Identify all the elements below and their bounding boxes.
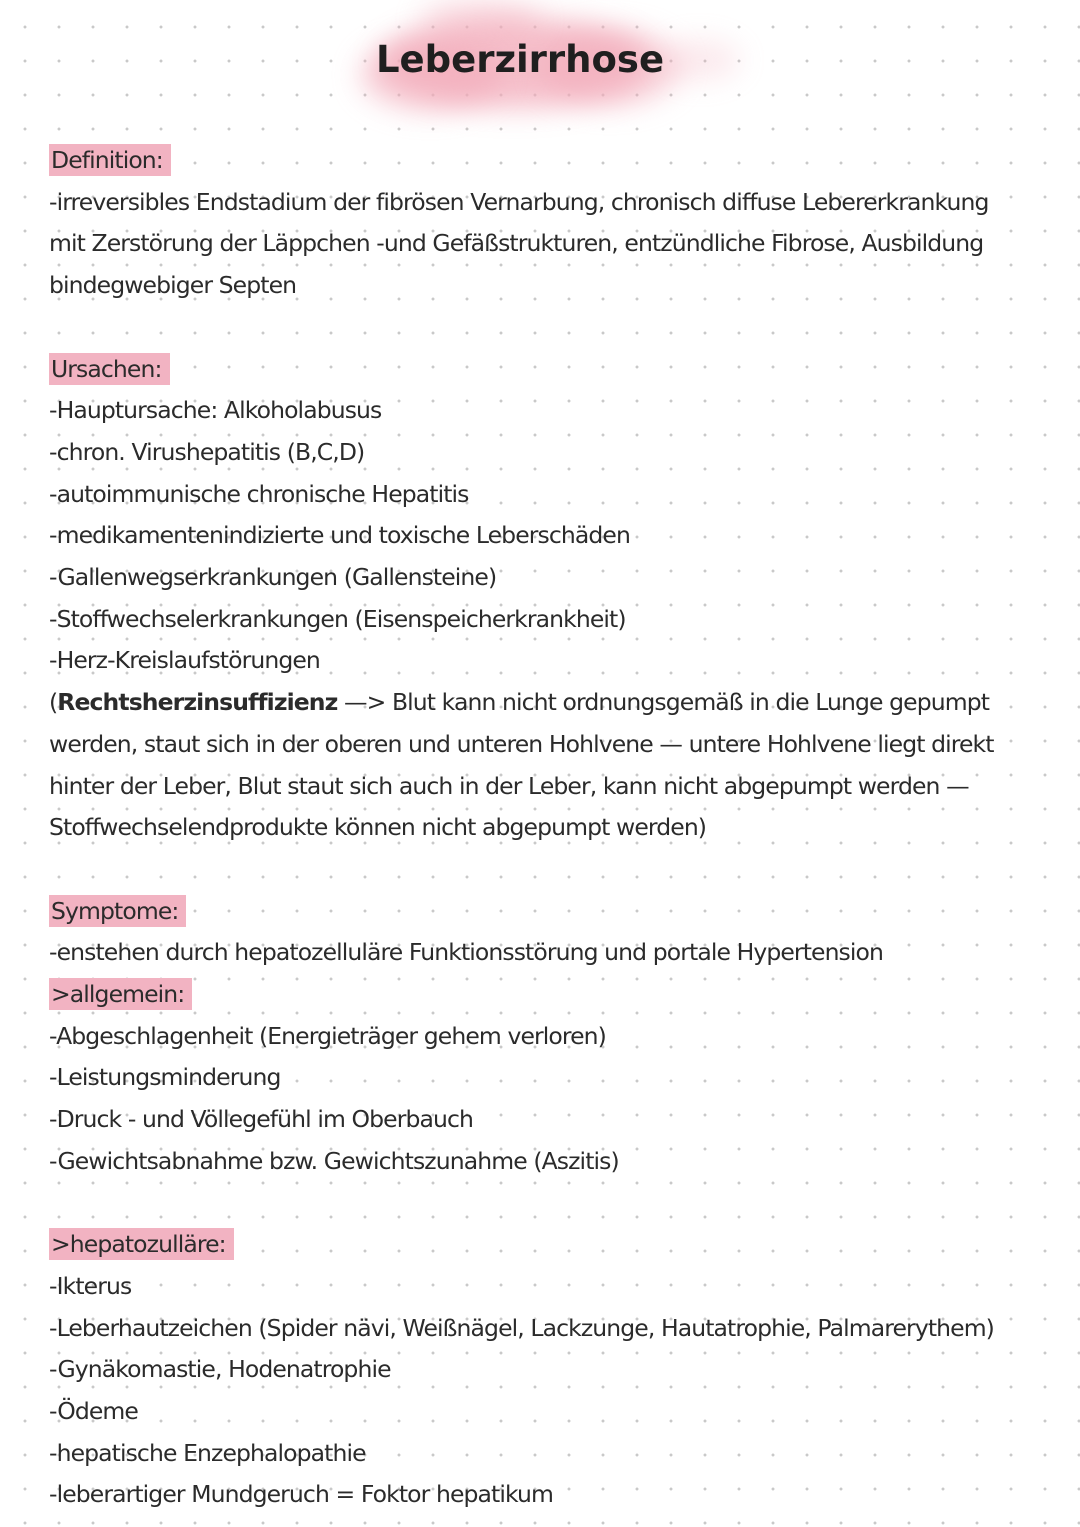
list-item: -medikamentenindizierte und toxische Leberschäden — [49, 521, 630, 550]
list-item: -leberartiger Mundgeruch = Foktor hepatikum — [49, 1480, 553, 1509]
list-item: -hepatische Enzephalopathie — [49, 1438, 366, 1467]
list-item: -Gynäkomastie, Hodenatrophie — [49, 1355, 391, 1384]
list-item: -chron. Virushepatitis (B,C,D) — [49, 437, 365, 466]
definition-heading: Definition: — [49, 144, 171, 176]
list-item: -Hauptursache: Alkoholabusus — [49, 396, 382, 425]
symptome-intro: -enstehen durch hepatozelluläre Funktionsstörung und portale Hypertension — [49, 938, 884, 967]
rechtsherz-term: Rechtsherzinsuffizienz — [57, 688, 338, 717]
list-item: -autoimmunische chronische Hepatitis — [49, 479, 469, 508]
definition-section — [49, 140, 1024, 307]
rechtsherz-note: (Rechtsherzinsuffizienz —> Blut kann nicht ordnungsgemäß in die Lunge gepumpt werden, staut sich in der oberen und unteren Hohlvene — untere Hohlvene liegt direkt hinter der Leber, Blut staut sich auch in der Leber, kann nicht abgepumpt werden — Stoffwechselendprodukte können nicht abgepumpt werden) — [49, 688, 994, 842]
notes-content — [49, 140, 1024, 1516]
hepatozellulaere-section — [49, 1224, 1024, 1516]
list-item: -Stoffwechselerkrankungen (Eisenspeicherkrankheit) — [49, 604, 626, 633]
symptome-heading: Symptome: — [49, 895, 186, 927]
title-highlight-blob — [420, 0, 540, 40]
list-item: -Druck - und Völlegefühl im Oberbauch — [49, 1105, 473, 1134]
list-item: -Leistungsminderung — [49, 1063, 281, 1092]
page-title: Leberzirrhose — [375, 38, 665, 81]
list-item: -Ikterus — [49, 1271, 132, 1300]
ursachen-heading: Ursachen: — [49, 353, 170, 385]
definition-text: -irreversibles Endstadium der fibrösen Vernarbung, chronisch diffuse Lebererkrankung mit Zerstörung der Läppchen -und Gefäßstrukturen, entzündliche Fibrose, Ausbildung bindegwebiger Septen — [49, 187, 989, 300]
symptome-section — [49, 891, 1024, 1183]
list-item: -Abgeschlagenheit (Energieträger gehem verloren) — [49, 1021, 606, 1050]
ursachen-section — [49, 349, 1024, 849]
list-item: -Herz-Kreislaufstörungen — [49, 646, 320, 675]
list-item: -Gewichtsabnahme bzw. Gewichtszunahme (Aszitis) — [49, 1146, 619, 1175]
list-item: -Gallenwegserkrankungen (Gallensteine) — [49, 563, 497, 592]
allgemein-heading: >allgemein: — [49, 978, 192, 1010]
hepatozellulaere-heading: >hepatozulläre: — [49, 1228, 234, 1260]
list-item: -Ödeme — [49, 1397, 138, 1426]
list-item: -Leberhautzeichen (Spider nävi, Weißnägel, Lackzunge, Hautatrophie, Palmarerythem) — [49, 1313, 994, 1342]
